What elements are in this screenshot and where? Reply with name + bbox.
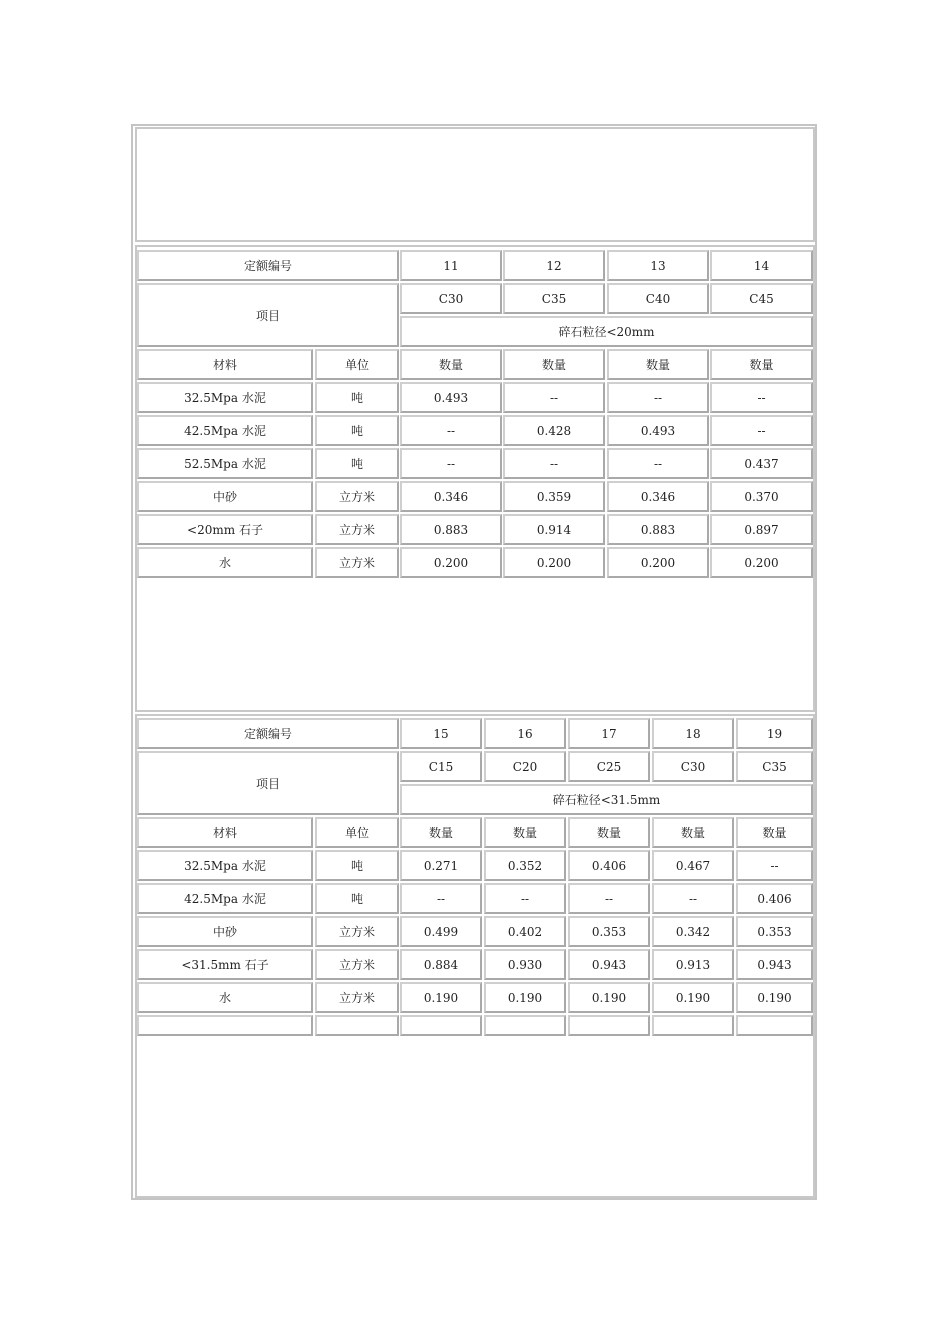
grade-cell: C30 [652, 751, 734, 782]
quantity-header: 数量 [503, 349, 605, 380]
material-cell: <20mm 石子 [137, 514, 313, 545]
quantity-header: 数量 [400, 349, 502, 380]
empty-cell [484, 1015, 566, 1036]
quantity-cell: -- [400, 415, 502, 446]
material-cell: <31.5mm 石子 [137, 949, 313, 980]
unit-header: 单位 [315, 349, 399, 380]
quantity-cell: 0.499 [400, 916, 482, 947]
quantity-cell: 0.370 [710, 481, 813, 512]
material-header: 材料 [137, 349, 313, 380]
empty-cell [736, 1015, 813, 1036]
quantity-cell: -- [652, 883, 734, 914]
quantity-cell: 0.190 [568, 982, 650, 1013]
quantity-cell: -- [736, 850, 813, 881]
quantity-cell: 0.428 [503, 415, 605, 446]
quantity-cell: 0.493 [400, 382, 502, 413]
quantity-cell: 0.200 [607, 547, 709, 578]
item-label: 项目 [137, 283, 399, 347]
quota-code: 16 [484, 718, 566, 749]
quantity-cell: 0.342 [652, 916, 734, 947]
grade-cell: C35 [503, 283, 605, 314]
unit-cell: 立方米 [315, 481, 399, 512]
quantity-cell: 0.914 [503, 514, 605, 545]
quantity-cell: 0.884 [400, 949, 482, 980]
grade-cell: C20 [484, 751, 566, 782]
material-cell: 水 [137, 547, 313, 578]
grade-cell: C30 [400, 283, 502, 314]
unit-cell: 吨 [315, 382, 399, 413]
material-cell: 42.5Mpa 水泥 [137, 415, 313, 446]
quantity-cell: 0.437 [710, 448, 813, 479]
quota-label: 定额编号 [137, 718, 399, 749]
unit-cell: 立方米 [315, 547, 399, 578]
grade-cell: C45 [710, 283, 813, 314]
quantity-header: 数量 [484, 817, 566, 848]
quantity-cell: 0.913 [652, 949, 734, 980]
quantity-cell: 0.200 [503, 547, 605, 578]
quantity-cell: -- [607, 382, 709, 413]
empty-cell [652, 1015, 734, 1036]
quantity-cell: 0.883 [400, 514, 502, 545]
quantity-header: 数量 [736, 817, 813, 848]
material-cell: 水 [137, 982, 313, 1013]
quantity-header: 数量 [400, 817, 482, 848]
quantity-cell: 0.943 [568, 949, 650, 980]
empty-cell [315, 1015, 399, 1036]
quantity-cell: 0.190 [400, 982, 482, 1013]
quantity-cell: 0.353 [736, 916, 813, 947]
quantity-cell: -- [400, 448, 502, 479]
quantity-cell: 0.346 [607, 481, 709, 512]
quantity-cell: -- [400, 883, 482, 914]
quantity-cell: 0.352 [484, 850, 566, 881]
table-panel-1 [135, 245, 815, 712]
quota-code: 13 [607, 250, 709, 281]
item-label: 项目 [137, 751, 399, 815]
aggregate-spec: 碎石粒径<20mm [400, 316, 813, 347]
quantity-cell: -- [710, 415, 813, 446]
quantity-cell: -- [503, 382, 605, 413]
quantity-cell: 0.467 [652, 850, 734, 881]
quantity-header: 数量 [652, 817, 734, 848]
material-header: 材料 [137, 817, 313, 848]
unit-cell: 吨 [315, 415, 399, 446]
quantity-cell: 0.190 [484, 982, 566, 1013]
quantity-cell: 0.271 [400, 850, 482, 881]
quota-code: 12 [503, 250, 605, 281]
quantity-cell: 0.406 [736, 883, 813, 914]
quantity-cell: 0.200 [710, 547, 813, 578]
quantity-cell: 0.406 [568, 850, 650, 881]
quantity-cell: 0.883 [607, 514, 709, 545]
unit-cell: 吨 [315, 850, 399, 881]
quantity-cell: -- [607, 448, 709, 479]
quota-code: 17 [568, 718, 650, 749]
quantity-header: 数量 [710, 349, 813, 380]
quantity-cell: 0.359 [503, 481, 605, 512]
table-panel-2 [135, 714, 815, 1198]
quantity-cell: -- [503, 448, 605, 479]
unit-cell: 立方米 [315, 982, 399, 1013]
grade-cell: C25 [568, 751, 650, 782]
material-cell: 32.5Mpa 水泥 [137, 382, 313, 413]
quantity-header: 数量 [568, 817, 650, 848]
unit-cell: 立方米 [315, 514, 399, 545]
quota-code: 19 [736, 718, 813, 749]
unit-header: 单位 [315, 817, 399, 848]
quantity-cell: 0.353 [568, 916, 650, 947]
material-cell: 52.5Mpa 水泥 [137, 448, 313, 479]
unit-cell: 吨 [315, 883, 399, 914]
empty-cell [400, 1015, 482, 1036]
quantity-cell: 0.346 [400, 481, 502, 512]
quota-code: 18 [652, 718, 734, 749]
quantity-cell: 0.190 [736, 982, 813, 1013]
quota-code: 11 [400, 250, 502, 281]
unit-cell: 立方米 [315, 916, 399, 947]
empty-cell [137, 1015, 313, 1036]
material-cell: 中砂 [137, 481, 313, 512]
quota-label: 定额编号 [137, 250, 399, 281]
grade-cell: C40 [607, 283, 709, 314]
quantity-cell: -- [484, 883, 566, 914]
quantity-cell: 0.402 [484, 916, 566, 947]
blank-header-box [135, 127, 815, 242]
quantity-cell: 0.190 [652, 982, 734, 1013]
unit-cell: 立方米 [315, 949, 399, 980]
quantity-cell: 0.200 [400, 547, 502, 578]
grade-cell: C15 [400, 751, 482, 782]
grade-cell: C35 [736, 751, 813, 782]
material-cell: 中砂 [137, 916, 313, 947]
empty-cell [568, 1015, 650, 1036]
quota-code: 15 [400, 718, 482, 749]
quantity-header: 数量 [607, 349, 709, 380]
quantity-cell: 0.930 [484, 949, 566, 980]
quantity-cell: 0.493 [607, 415, 709, 446]
quantity-cell: 0.897 [710, 514, 813, 545]
quantity-cell: 0.943 [736, 949, 813, 980]
material-cell: 32.5Mpa 水泥 [137, 850, 313, 881]
aggregate-spec: 碎石粒径<31.5mm [400, 784, 813, 815]
unit-cell: 吨 [315, 448, 399, 479]
material-cell: 42.5Mpa 水泥 [137, 883, 313, 914]
quantity-cell: -- [568, 883, 650, 914]
quantity-cell: -- [710, 382, 813, 413]
quota-code: 14 [710, 250, 813, 281]
